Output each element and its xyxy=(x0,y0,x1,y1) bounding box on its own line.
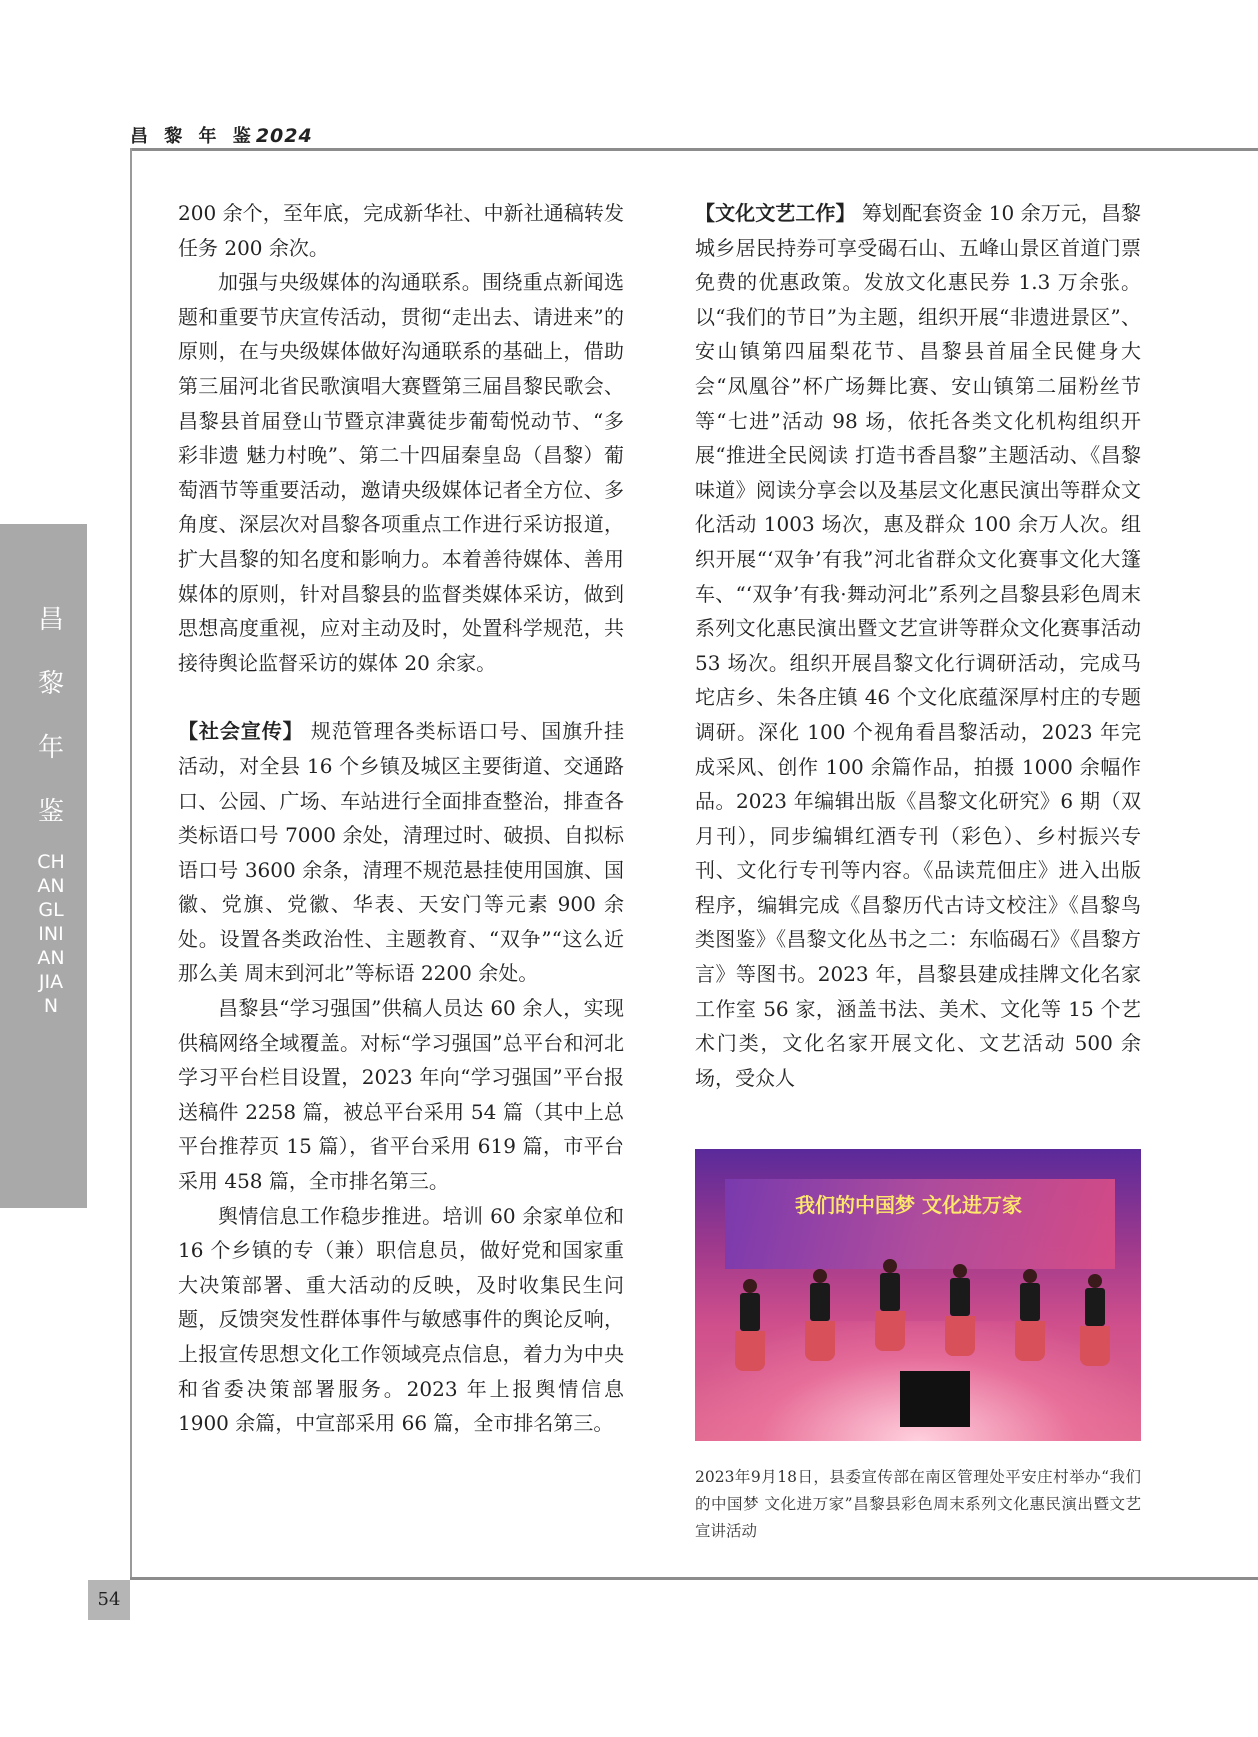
dancer xyxy=(945,1264,975,1356)
header-rule xyxy=(130,148,1258,151)
left-column xyxy=(178,196,624,1441)
paragraph-text: 筹划配套资金 10 余万元，昌黎城乡居民持券可享受碣石山、五峰山景区首道门票免费的优惠政策。发放文化惠民券 1.3 万余张。以“我们的节日”为主题，组织开展“非遗进景区”、安山镇第四届梨花节、昌黎县首届全民健身大会“凤凰谷”杯广场舞比赛、安山镇第二届粉丝节等“七进”活动 98 场，依托各类文化机构组织开展“推进全民阅读 打造书香昌黎”主题活动、《昌黎味道》阅读分享会以及基层文化惠民演出等群众文化活动 1003 场次，惠及群众 100 余万人次。组织开展“‘双争’有我”河北省群众文化赛事文化大篷车、“‘双争’有我·舞动河北”系列之昌黎县彩色周末系列文化惠民演出暨文艺宣讲等群众文化赛事活动 53 场次。组织开展昌黎文化行调研活动，完成马坨店乡、朱各庄镇 46 个文化底蕴深厚村庄的专题调研。深化 100 个视角看昌黎活动，2023 年完成采风、创作 100 余篇作品，拍摄 1000 余幅作品。2023 年编辑出版《昌黎文化研究》6 期（双月刊），同步编辑红酒专刊（彩色）、乡村振兴专刊、文化行专刊等内容。《品读荒佃庄》进入出版程序，编辑完成《昌黎历代古诗文校注》《昌黎鸟类图鉴》《昌黎文化丛书之二：东临碣石》《昌黎方言》等图书。2023 年，昌黎县建成挂牌文化名家工作室 56 家，涵盖书法、美术、文化等 15 个艺术门类，文化名家开展文化、文艺活动 500 余场，受众人 xyxy=(695,201,1142,1090)
side-tab-pinyin-title: CHANGLINIANJIAN xyxy=(37,851,65,1017)
dancer xyxy=(735,1279,765,1371)
performance-photo xyxy=(695,1149,1141,1441)
paragraph: 昌黎县“学习强国”供稿人员达 60 余人，实现供稿网络全域覆盖。对标“学习强国”总平台和河北学习平台栏目设置，2023 年向“学习强国”平台报送稿件 2258 篇，被总平台采用 54 篇（其中上总平台推荐页 15 篇），省平台采用 619 篇，市平台采用 458 篇，全市排名第三。 xyxy=(178,996,624,1194)
paragraph xyxy=(695,196,1141,1095)
header-title-text: 昌 黎 年 鉴 xyxy=(130,126,256,147)
section-heading: 【文化文艺工作】 xyxy=(695,201,856,225)
dancer xyxy=(805,1269,835,1361)
footer-rule xyxy=(130,1577,1258,1580)
paragraph: 200 余个，至年底，完成新华社、中新社通稿转发任务 200 余次。 xyxy=(178,201,624,260)
side-tab-chinese-title: 昌黎年鉴 xyxy=(37,605,64,827)
paragraph xyxy=(178,714,624,991)
paragraph: 加强与央级媒体的沟通联系。围绕重点新闻选题和重要节庆宣传活动，贯彻“走出去、请进来”的原则，在与央级媒体做好沟通联系的基础上，借助第三届河北省民歌演唱大赛暨第三届昌黎民歌会、昌黎县首届登山节暨京津冀徒步葡萄悦动节、“多彩非遗 魅力村晚”、第二十四届秦皇岛（昌黎）葡萄酒节等重要活动，邀请央级媒体记者全方位、多角度、深层次对昌黎各项重点工作进行采访报道，扩大昌黎的知名度和影响力。本着善待媒体、善用媒体的原则，针对昌黎县的监督类媒体采访，做到思想高度重视，应对主动及时，处置科学规范，共接待舆论监督采访的媒体 20 余家。 xyxy=(178,270,624,675)
page-number: 54 xyxy=(88,1580,130,1620)
dancer xyxy=(1015,1269,1045,1361)
stage-banner-text: 我们的中国梦 文化进万家 xyxy=(795,1193,1022,1217)
section-heading: 【社会宣传】 xyxy=(178,719,304,744)
frame-left-rule xyxy=(130,148,132,1578)
stage-speaker xyxy=(900,1371,970,1427)
paragraph-text: 规范管理各类标语口号、国旗升挂活动，对全县 16 个乡镇及城区主要街道、交通路口、公园、广场、车站进行全面排查整治，排查各类标语口号 7000 余处，清理过时、破损、自拟标语口号 3600 余条，清理不规范悬挂使用国旗、国徽、党旗、党徽、华表、天安门等元素 900 余处。设置各类政治性、主题教育、“双争”“这么近 那么美 周末到河北”等标语 2200 余处。 xyxy=(178,719,625,986)
dancer xyxy=(1080,1274,1110,1366)
dancer xyxy=(875,1259,905,1351)
right-column xyxy=(695,196,1141,1095)
photo-caption: 2023年9月18日，县委宣传部在南区管理处平安庄村举办“我们的中国梦 文化进万家”昌黎县彩色周末系列文化惠民演出暨文艺宣讲活动 xyxy=(695,1468,1141,1540)
header-year: 2024 xyxy=(255,125,313,147)
running-header xyxy=(130,122,313,148)
section-gap xyxy=(178,680,624,714)
paragraph: 舆情信息工作稳步推进。培训 60 余家单位和 16 个乡镇的专（兼）职信息员，做好党和国家重大决策部署、重大活动的反映，及时收集民生问题，反馈突发性群体事件与敏感事件的舆论反响，上报宣传思想文化工作领域亮点信息，着力为中央和省委决策部署服务。2023 年上报舆情信息 1900 余篇，中宣部采用 66 篇，全市排名第三。 xyxy=(178,1203,624,1436)
